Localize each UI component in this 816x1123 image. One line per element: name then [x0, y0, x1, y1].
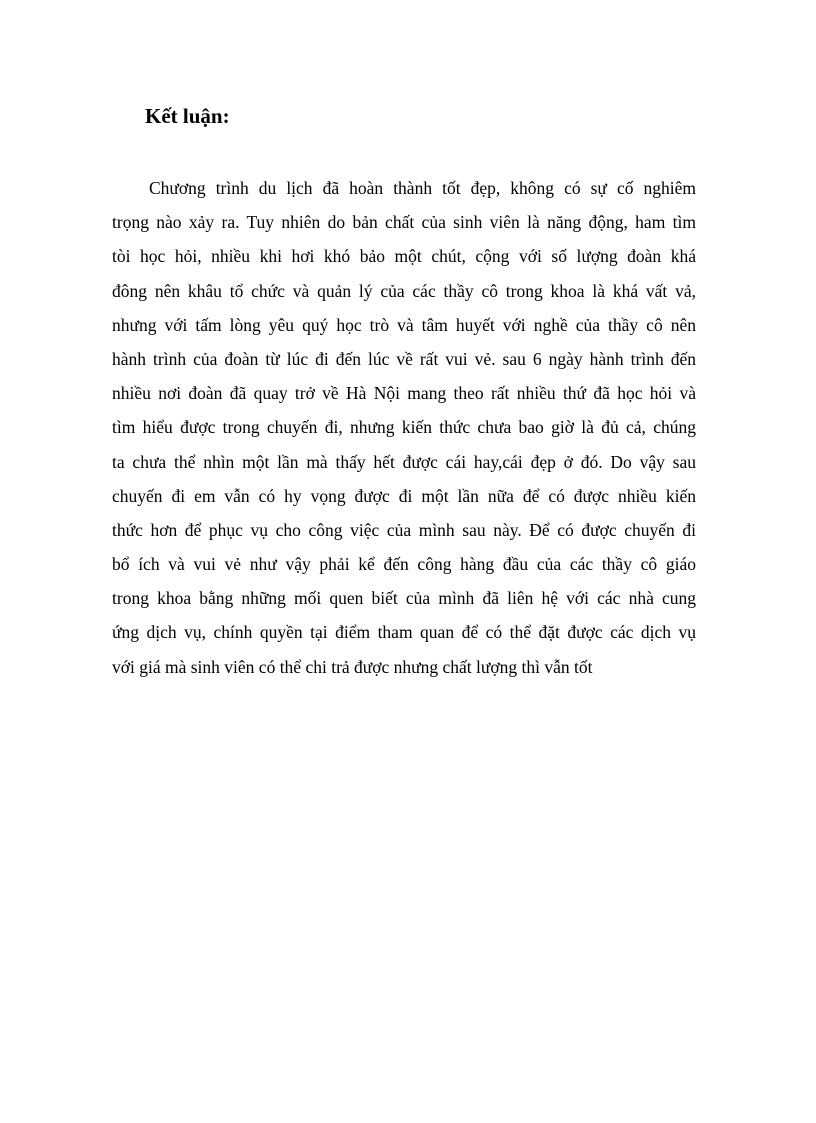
paragraph-line: tòi học hỏi, nhiều khi hơi khó bảo một chút, cộng với số lượng đoàn khá	[112, 246, 696, 267]
conclusion-paragraph	[112, 176, 696, 689]
paragraph-line: thức hơn để phục vụ cho công việc của mình sau này. Để có được chuyến đi	[112, 519, 696, 540]
paragraph-line: trong khoa bằng những mối quen biết của mình đã liên hệ với các nhà cung	[112, 588, 696, 609]
paragraph-line: bổ ích và vui vẻ như vậy phải kể đến công hàng đầu của các thầy cô giáo	[112, 554, 696, 575]
paragraph-line: đông nên khâu tổ chức và quản lý của các thầy cô trong khoa là khá vất vả,	[112, 280, 696, 301]
paragraph-line: nhưng với tấm lòng yêu quý học trò và tâm huyết với nghề của thầy cô nên	[112, 314, 696, 335]
paragraph-line: ta chưa thể nhìn một lần mà thấy hết được cái hay,cái đẹp ở đó. Do vậy sau	[112, 451, 696, 472]
section-heading: Kết luận:	[145, 104, 230, 128]
paragraph-line: với giá mà sinh viên có thể chi trả được nhưng chất lượng thì vẫn tốt	[112, 656, 593, 677]
paragraph-line: ứng dịch vụ, chính quyền tại điểm tham quan để có thể đặt được các dịch vụ	[112, 622, 696, 643]
paragraph-line: chuyến đi em vẫn có hy vọng được đi một lần nữa để có được nhiều kiến	[112, 485, 696, 506]
paragraph-line: Chương trình du lịch đã hoàn thành tốt đẹp, không có sự cố nghiêm	[149, 178, 696, 198]
paragraph-line: trọng nào xảy ra. Tuy nhiên do bản chất của sinh viên là năng động, ham tìm	[112, 212, 696, 233]
paragraph-line: tìm hiểu được trong chuyến đi, nhưng kiến thức chưa bao giờ là đủ cả, chúng	[112, 417, 696, 438]
paragraph-line: nhiều nơi đoàn đã quay trở về Hà Nội mang theo rất nhiều thứ đã học hỏi và	[112, 383, 696, 404]
paragraph-line: hành trình của đoàn từ lúc đi đến lúc về rất vui vẻ. sau 6 ngày hành trình đến	[112, 348, 696, 369]
